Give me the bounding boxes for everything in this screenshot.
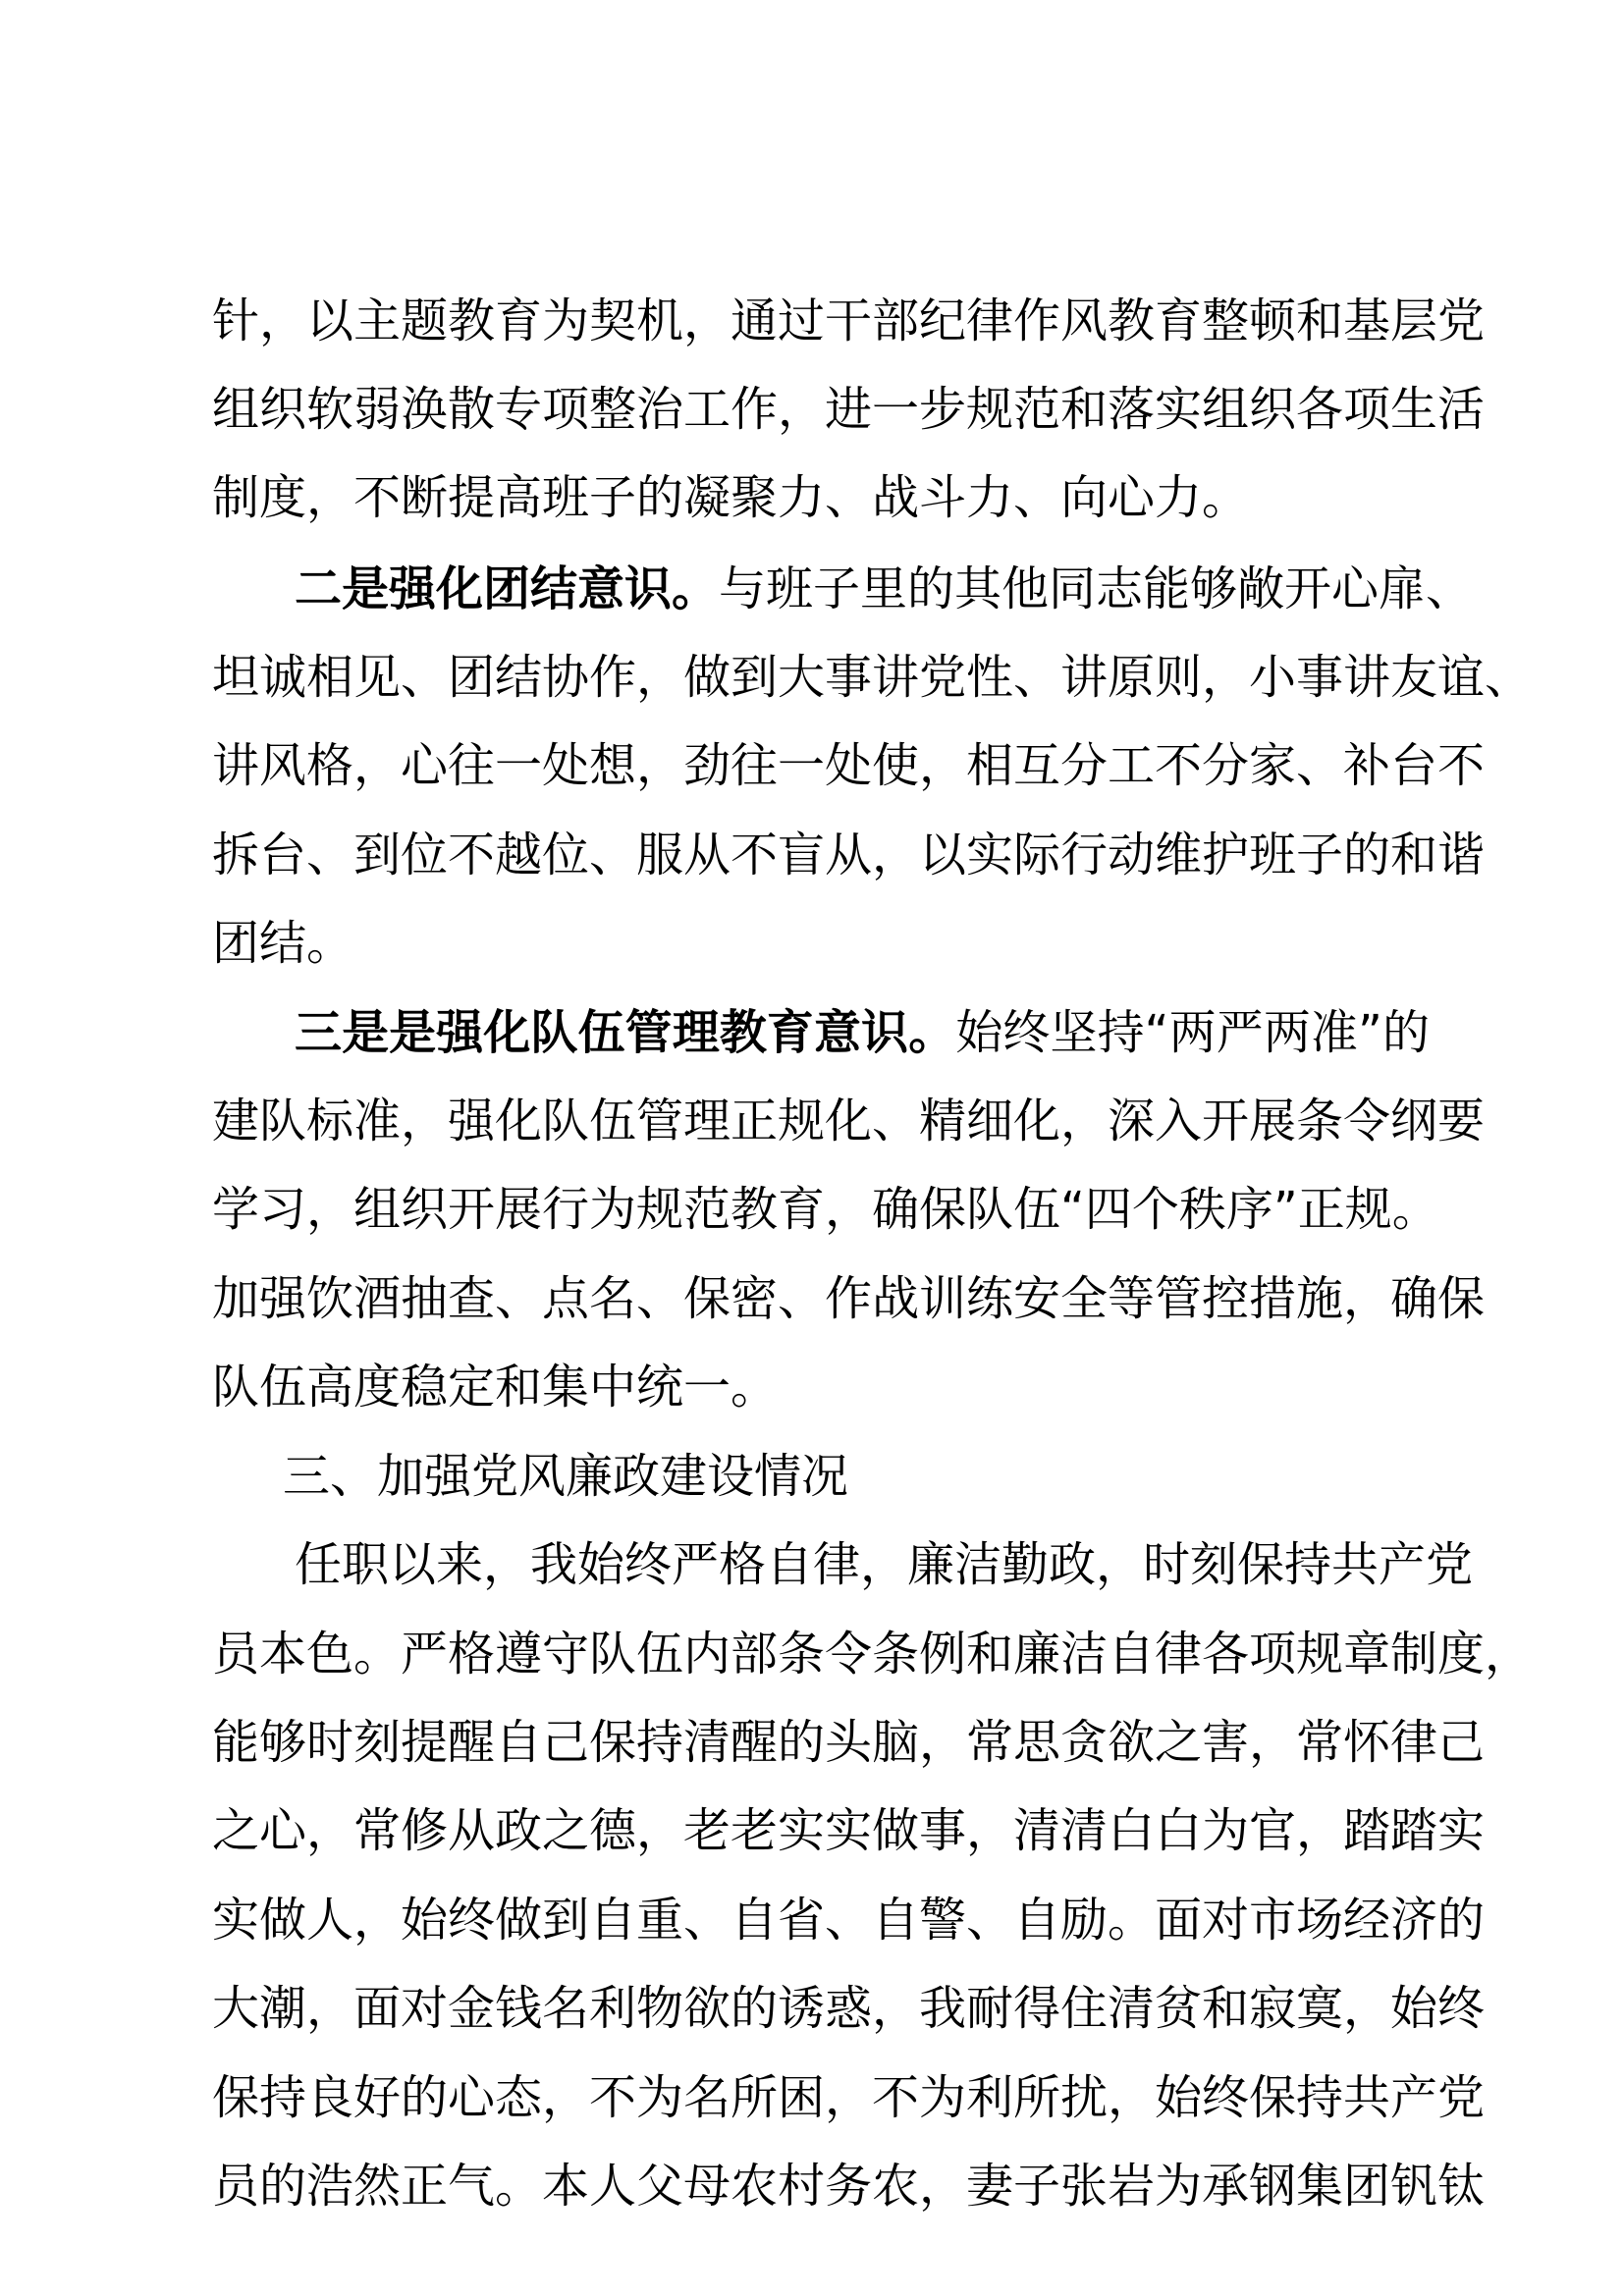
paragraph-line: 团结。 (212, 916, 354, 971)
paragraph-text: 始终坚持“两严两准”的 (955, 1005, 1430, 1060)
paragraph-line: 针，以主题教育为契机，通过干部纪律作风教育整顿和基层党 (212, 294, 1486, 348)
paragraph-line: 制度，不断提高班子的凝聚力、战斗力、向心力。 (212, 470, 1250, 525)
paragraph-line: 任职以来，我始终严格自律，廉洁勤政，时刻保持共产党 (295, 1537, 1474, 1592)
section-heading: 三、加强党风廉政建设情况 (283, 1449, 849, 1504)
paragraph-line: 讲风格，心往一处想，劲往一处使，相互分工不分家、补台不 (212, 738, 1486, 793)
paragraph-line: 能够时刻提醒自己保持清醒的头脑，常思贪欲之害，常怀律己 (212, 1715, 1486, 1770)
paragraph-line: 保持良好的心态，不为名所困，不为利所扰，始终保持共产党 (212, 2070, 1486, 2125)
paragraph-line: 组织软弱涣散专项整治工作，进一步规范和落实组织各项生活 (212, 382, 1486, 437)
paragraph-line: 队伍高度稳定和集中统一。 (212, 1360, 779, 1415)
paragraph-line: 员本色。严格遵守队伍内部条令条例和廉洁自律各项规章制度， (212, 1627, 1533, 1682)
paragraph-line: 拆台、到位不越位、服从不盲从，以实际行动维护班子的和谐 (212, 828, 1486, 882)
paragraph-line: 学习，组织开展行为规范教育，确保队伍“四个秩序”正规。 (212, 1182, 1439, 1237)
paragraph-line: 实做人，始终做到自重、自省、自警、自励。面对市场经济的 (212, 1893, 1486, 1948)
paragraph-line-unity (295, 545, 1474, 633)
bold-lead-unity: 二是强化团结意识。 (295, 561, 720, 616)
paragraph-line: 加强饮酒抽查、点名、保密、作战训练安全等管控措施，确保 (212, 1271, 1486, 1326)
paragraph-line: 坦诚相见、团结协作，做到大事讲党性、讲原则，小事讲友谊、 (212, 650, 1533, 705)
paragraph-line-team (295, 988, 1430, 1077)
paragraph-line: 员的浩然正气。本人父母农村务农，妻子张岩为承钢集团钒钛 (212, 2159, 1486, 2214)
paragraph-text: 与班子里的其他同志能够敞开心扉、 (719, 561, 1474, 616)
paragraph-line: 大潮，面对金钱名利物欲的诱惑，我耐得住清贫和寂寞，始终 (212, 1981, 1486, 2036)
bold-lead-team: 三是是强化队伍管理教育意识。 (295, 1005, 956, 1060)
paragraph-line: 建队标准，强化队伍管理正规化、精细化，深入开展条令纲要 (212, 1094, 1486, 1148)
paragraph-line: 之心，常修从政之德，老老实实做事，清清白白为官，踏踏实 (212, 1803, 1486, 1858)
